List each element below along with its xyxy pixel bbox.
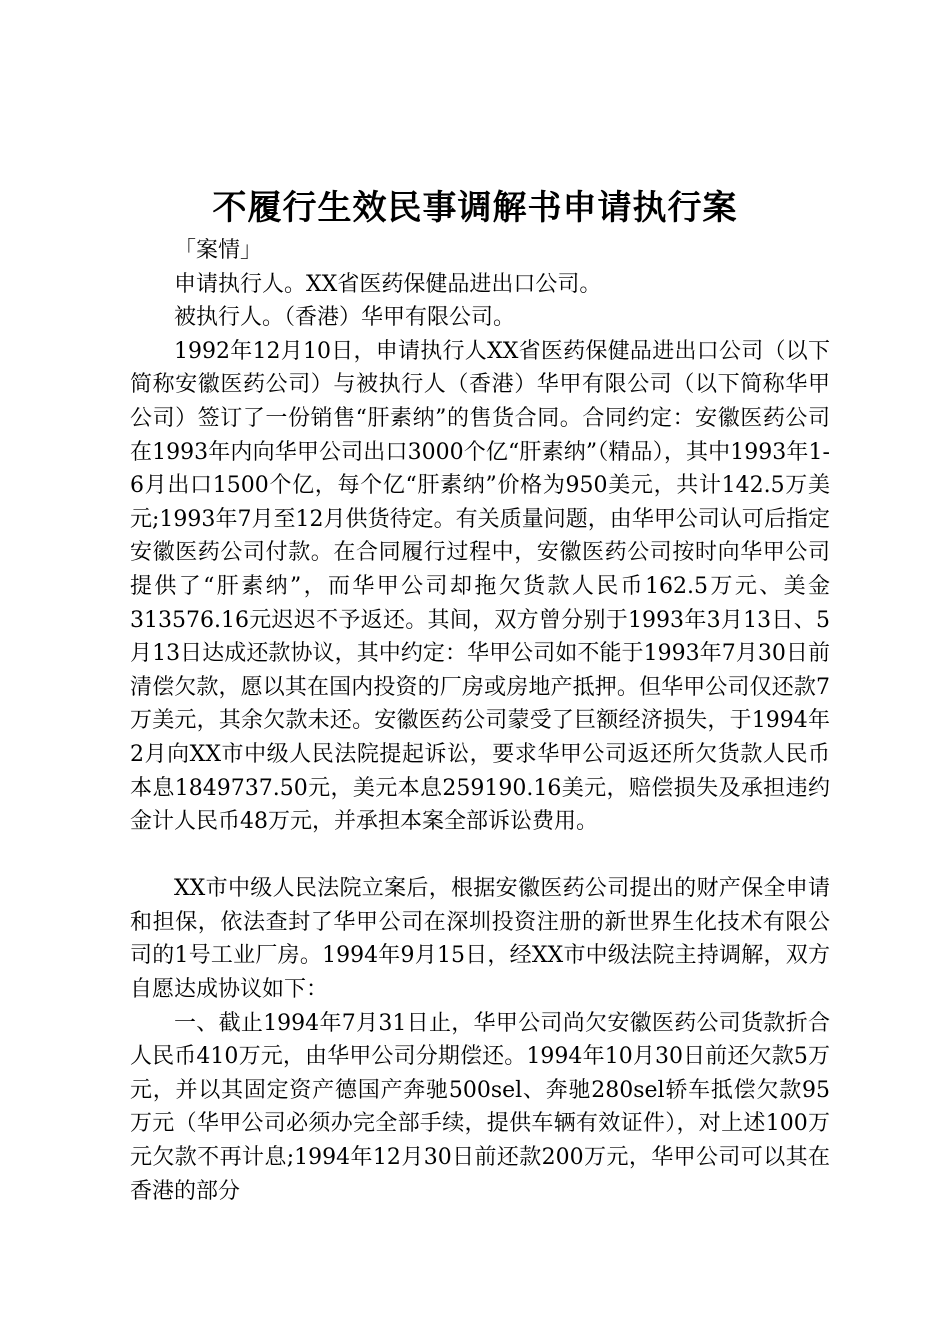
case-facts-paragraph: 1992年12月10日，申请执行人XX省医药保健品进出口公司（以下简称安徽医药公司）与被执行人（香港）华甲有限公司（以下简称华甲公司）签订了一份销售“肝素纳”的售货合同。合同约定：安徽医药公司在1993年内向华甲公司出口3000个亿“肝素纳”（精品），其中1993年1-6月出口1500个亿，每个亿“肝素纳”价格为950美元，共计142.5万美元;1993年7月至12月供货待定。有关质量问题，由华甲公司认可后指定安徽医药公司付款。在合同履行过程中，安徽医药公司按时向华甲公司提供了“肝素纳”，而华甲公司却拖欠货款人民币162.5万元、美金313576.16元迟迟不予返还。其间，双方曾分别于1993年3月13日、5月13日达成还款协议，其中约定：华甲公司如不能于1993年7月30日前清偿欠款，愿以其在国内投资的厂房或房地产抵押。但华甲公司仅还款7万美元，其余欠款未还。安徽医药公司蒙受了巨额经济损失，于1994年2月向XX市中级人民法院提起诉讼，要求华甲公司返还所欠货款人民币本息1849737.50元，美元本息259190.16美元，赔偿损失及承担违约金计人民币48万元，并承担本案全部诉讼费用。 [130, 338, 830, 835]
paragraph-gap [130, 839, 830, 873]
section-heading-case: 「案情」 [174, 238, 263, 263]
respondent-line: 被执行人。（香港）华甲有限公司。 [174, 305, 516, 331]
document-body [130, 234, 830, 1208]
document-title: 不履行生效民事调解书申请执行案 [212, 188, 738, 228]
applicant-line: 申请执行人。XX省医药保健品进出口公司。 [174, 271, 602, 297]
agreement-item-1: 一、截止1994年7月31日止，华甲公司尚欠安徽医药公司货款折合人民币410万元，由华甲公司分期偿还。1994年10月30日前还欠款5万元，并以其固定资产德国产奔驰500sel、奔驰280sel轿车抵偿欠款95万元（华甲公司必须办完全部手续，提供车辆有效证件），对上述100万元欠款不再计息;1994年12月30日前还款200万元，华甲公司可以其在香港的部分 [130, 1010, 830, 1204]
court-mediation-paragraph: XX市中级人民法院立案后，根据安徽医药公司提出的财产保全申请和担保，依法查封了华甲公司在深圳投资注册的新世界生化技术有限公司的1号工业厂房。1994年9月15日，经XX市中级法院主持调解，双方自愿达成协议如下： [130, 876, 830, 1003]
